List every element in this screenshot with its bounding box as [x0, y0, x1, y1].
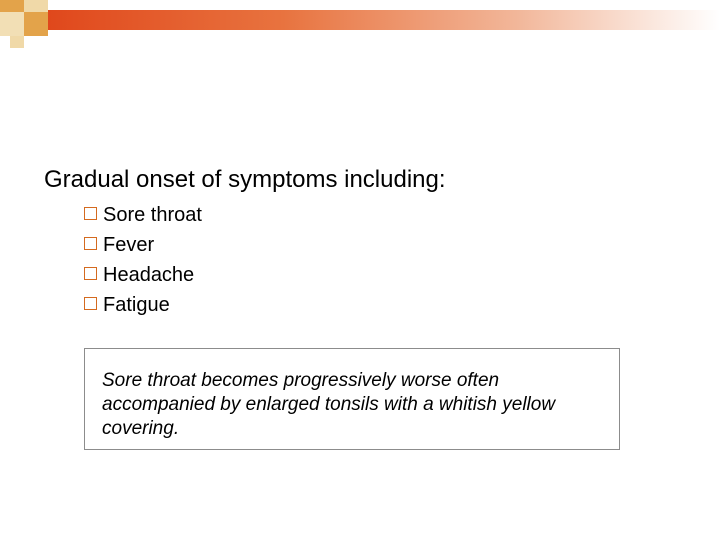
list-item-label: Headache	[103, 264, 195, 286]
callout-text: Sore throat becomes progressively worse often accompanied by enlarged tonsils with a whitish yellow covering.	[102, 370, 556, 439]
square-bullet-icon	[84, 297, 97, 310]
list-item	[84, 260, 202, 290]
square-bullet-icon	[84, 207, 97, 220]
list-item	[84, 290, 202, 320]
list-item-label: Fatigue	[103, 294, 170, 316]
list-item-label: Sore throat	[103, 204, 202, 226]
gradient-band	[48, 10, 720, 30]
list-item	[84, 230, 202, 260]
decor-square	[10, 36, 24, 48]
symptom-list	[84, 200, 202, 320]
decor-square	[24, 0, 48, 12]
square-bullet-icon	[84, 237, 97, 250]
decor-square	[0, 0, 24, 12]
slide-heading: Gradual onset of symptoms including:	[44, 166, 446, 193]
list-item-label: Fever	[103, 234, 155, 256]
decor-square	[24, 12, 48, 36]
list-item	[84, 200, 202, 230]
decor-square	[0, 12, 24, 36]
callout-box	[84, 348, 620, 450]
square-bullet-icon	[84, 267, 97, 280]
